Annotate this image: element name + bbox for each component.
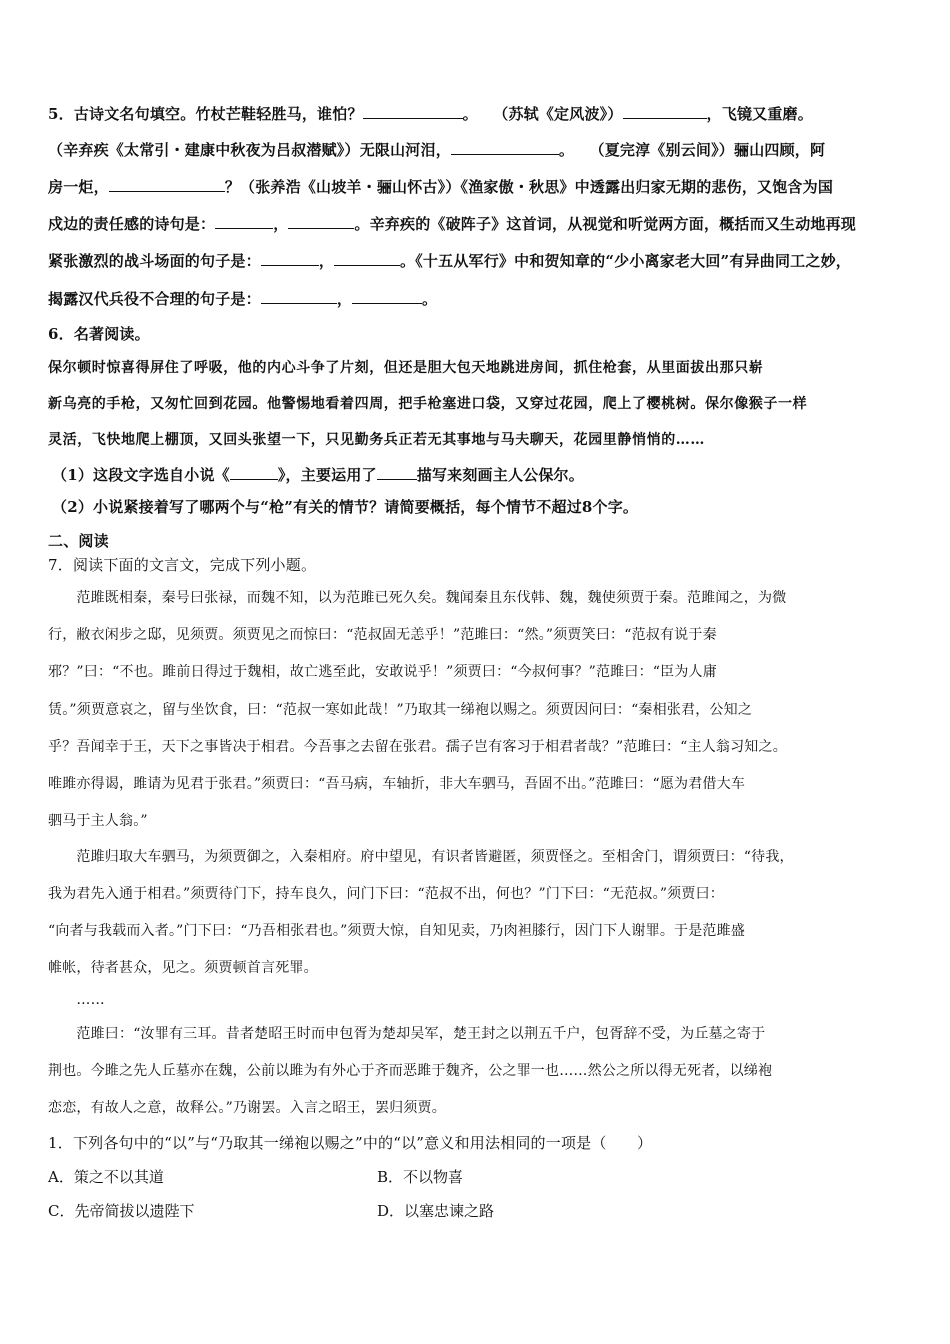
q5-line-6 (48, 289, 910, 309)
q6-text: 》，主要运用了 (277, 466, 377, 484)
answer-blank[interactable] (261, 289, 337, 304)
q5-text: 。 （苏轼《定风波》） (462, 105, 623, 123)
q5-text: 。 (422, 290, 438, 308)
q5-text: 紧张激烈的战斗场面的句子是： (48, 252, 261, 270)
answer-blank[interactable] (261, 251, 319, 266)
option-a[interactable]: A．策之不以其道 (48, 1168, 164, 1186)
q5-line-5 (48, 251, 910, 271)
q5-text: ， (336, 290, 353, 308)
answer-blank[interactable] (352, 289, 422, 304)
passage-line: 我为君先入通于相君。”须贾待门下，持车良久，问门下曰：“范叔不出，何也？”门下曰：“无范叔。”须贾曰： (48, 886, 724, 902)
q5-text: 5．古诗文名句填空。竹杖芒鞋轻胜马，谁怕？ (48, 105, 363, 123)
passage-line: 唯雎亦得谒，雎请为见君于张君。”须贾曰：“吾马病，车轴折，非大车驷马，吾固不出。”范雎曰：“愿为君借大车 (48, 776, 746, 792)
answer-blank[interactable] (230, 465, 278, 480)
q5-text: 揭露汉代兵役不合理的句子是： (48, 290, 261, 308)
q5-line-2 (48, 140, 910, 160)
q5-text: ，飞镜又重磨。 (706, 105, 813, 123)
q6-title: 6．名著阅读。 (48, 325, 150, 343)
answer-blank[interactable] (363, 104, 463, 119)
passage-line: 荆也。今雎之先人丘墓亦在魏，公前以雎为有外心于齐而恶雎于魏齐，公之罪一也……然公之所以得无死者，以绨袍 (48, 1063, 773, 1079)
q5-text: ？（张养浩《山坡羊・骊山怀古》）《渔家傲・秋思》中透露出归家无期的悲伤，又饱含为国 (224, 178, 834, 196)
passage-line: 邪？”曰：“不也。雎前日得过于魏相，故亡逃至此，安敢说乎！”须贾曰：“今叔何事？”范雎曰：“臣为人庸 (48, 664, 717, 680)
q5-text: ， (273, 215, 289, 233)
passage-line: 行，敝衣闲步之邸，见须贾。须贾见之而惊曰：“范叔固无恙乎！”范雎曰：“然。”须贾笑曰：“范叔有说于秦 (48, 627, 717, 643)
option-b[interactable]: B．不以物喜 (377, 1168, 464, 1186)
q6-excerpt-line-2: 新乌亮的手枪，又匆忙回到花园。他警惕地看着四周，把手枪塞进口袋，又穿过花园，爬上了樱桃树。保尔像猴子一样 (48, 396, 808, 412)
q5-line-4 (48, 214, 910, 234)
q5-text: 。 （夏完淳《别云间》）骊山四顾，阿 (558, 141, 826, 159)
question-1-stem: 1．下列各句中的“以”与“乃取其一绨袍以赐之”中的“以”意义和用法相同的一项是（ ） (48, 1134, 653, 1152)
passage-line: 范雎曰：“汝罪有三耳。昔者楚昭王时而申包胥为楚却吴军，楚王封之以荆五千户，包胥辞不受，为丘墓之寄于 (48, 1026, 766, 1042)
option-c[interactable]: C．先帝简拔以遗陛下 (48, 1202, 195, 1220)
passage-line: 范雎归取大车驷马，为须贾御之，入秦相府。府中望见，有识者皆避匿，须贾怪之。至相舍门，谓须贾曰：“待我， (48, 849, 794, 865)
q6-excerpt-line-1: 保尔顿时惊喜得屏住了呼吸，他的内心斗争了片刻，但还是胆大包天地跳进房间，抓住枪套，从里面拔出那只崭 (48, 360, 764, 376)
passage-line: 乎？吾闻幸于王，天下之事皆决于相君。今吾事之去留在张君。孺子岂有客习于相君者哉？”范雎曰：“主人翁习知之。 (48, 739, 787, 755)
passage-ellipsis: …… (48, 992, 105, 1008)
q5-text: 戍边的责任感的诗句是： (48, 215, 216, 233)
q6-text: 描写来刻画主人公保尔。 (416, 466, 584, 484)
q5-text: 。《十五从军行》中和贺知章的“少小离家老大回”有异曲同工之妙， (400, 252, 851, 270)
passage-line: “向者与我载而入者。”门下曰：“乃吾相张君也。”须贾大惊，自知见卖，乃肉袒膝行，因门下人谢罪。于是范雎盛 (48, 923, 746, 939)
passage-line: 帷帐，待者甚众，见之。须贾顿首言死罪。 (48, 960, 318, 976)
q5-text: 房一炬， (48, 178, 109, 196)
q6-excerpt-line-3: 灵活，飞快地爬上棚顶，又回头张望一下，只见勤务兵正若无其事地与马夫聊天，花园里静悄悄的…… (48, 432, 705, 448)
answer-blank[interactable] (451, 140, 559, 155)
q5-line-3 (48, 177, 910, 197)
q5-text: 。辛弃疾的《破阵子》这首词，从视觉和听觉两方面，概括而又生动地再现 (354, 215, 857, 233)
option-d[interactable]: D．以塞忠谏之路 (377, 1202, 495, 1220)
answer-blank[interactable] (288, 214, 354, 229)
q5-line-1 (48, 104, 910, 124)
answer-blank[interactable] (215, 214, 273, 229)
q6-subquestion-2: （2）小说紧接着写了哪两个与“枪”有关的情节？请简要概括，每个情节不超过8个字。 (52, 498, 639, 516)
section-heading: 二、阅读 (48, 532, 109, 550)
q6-subquestion-1 (52, 465, 914, 485)
answer-blank[interactable] (109, 177, 225, 192)
passage-line: 恋恋，有故人之意，故释公。”乃谢罢。入言之昭王，罢归须贾。 (48, 1100, 446, 1116)
q6-text: （1）这段文字选自小说《 (52, 466, 230, 484)
passage-line: 赁。”须贾意哀之，留与坐饮食，曰：“范叔一寒如此哉！”乃取其一绨袍以赐之。须贾因问曰：“秦相张君，公知之 (48, 702, 753, 718)
passage-line: 驷马于主人翁。” (48, 813, 148, 829)
passage-line: 范雎既相秦，秦号曰张禄，而魏不知，以为范雎已死久矣。魏闻秦且东伐韩、魏，魏使须贾于秦。范雎闻之，为微 (48, 590, 787, 606)
answer-blank[interactable] (377, 465, 417, 480)
answer-blank[interactable] (623, 104, 707, 119)
q7-instruction: 7．阅读下面的文言文，完成下列小题。 (48, 556, 317, 574)
answer-blank[interactable] (334, 251, 400, 266)
q5-text: ， (318, 252, 335, 270)
q5-text: （辛弃疾《太常引・建康中秋夜为吕叔潜赋》）无限山河泪， (48, 141, 451, 159)
